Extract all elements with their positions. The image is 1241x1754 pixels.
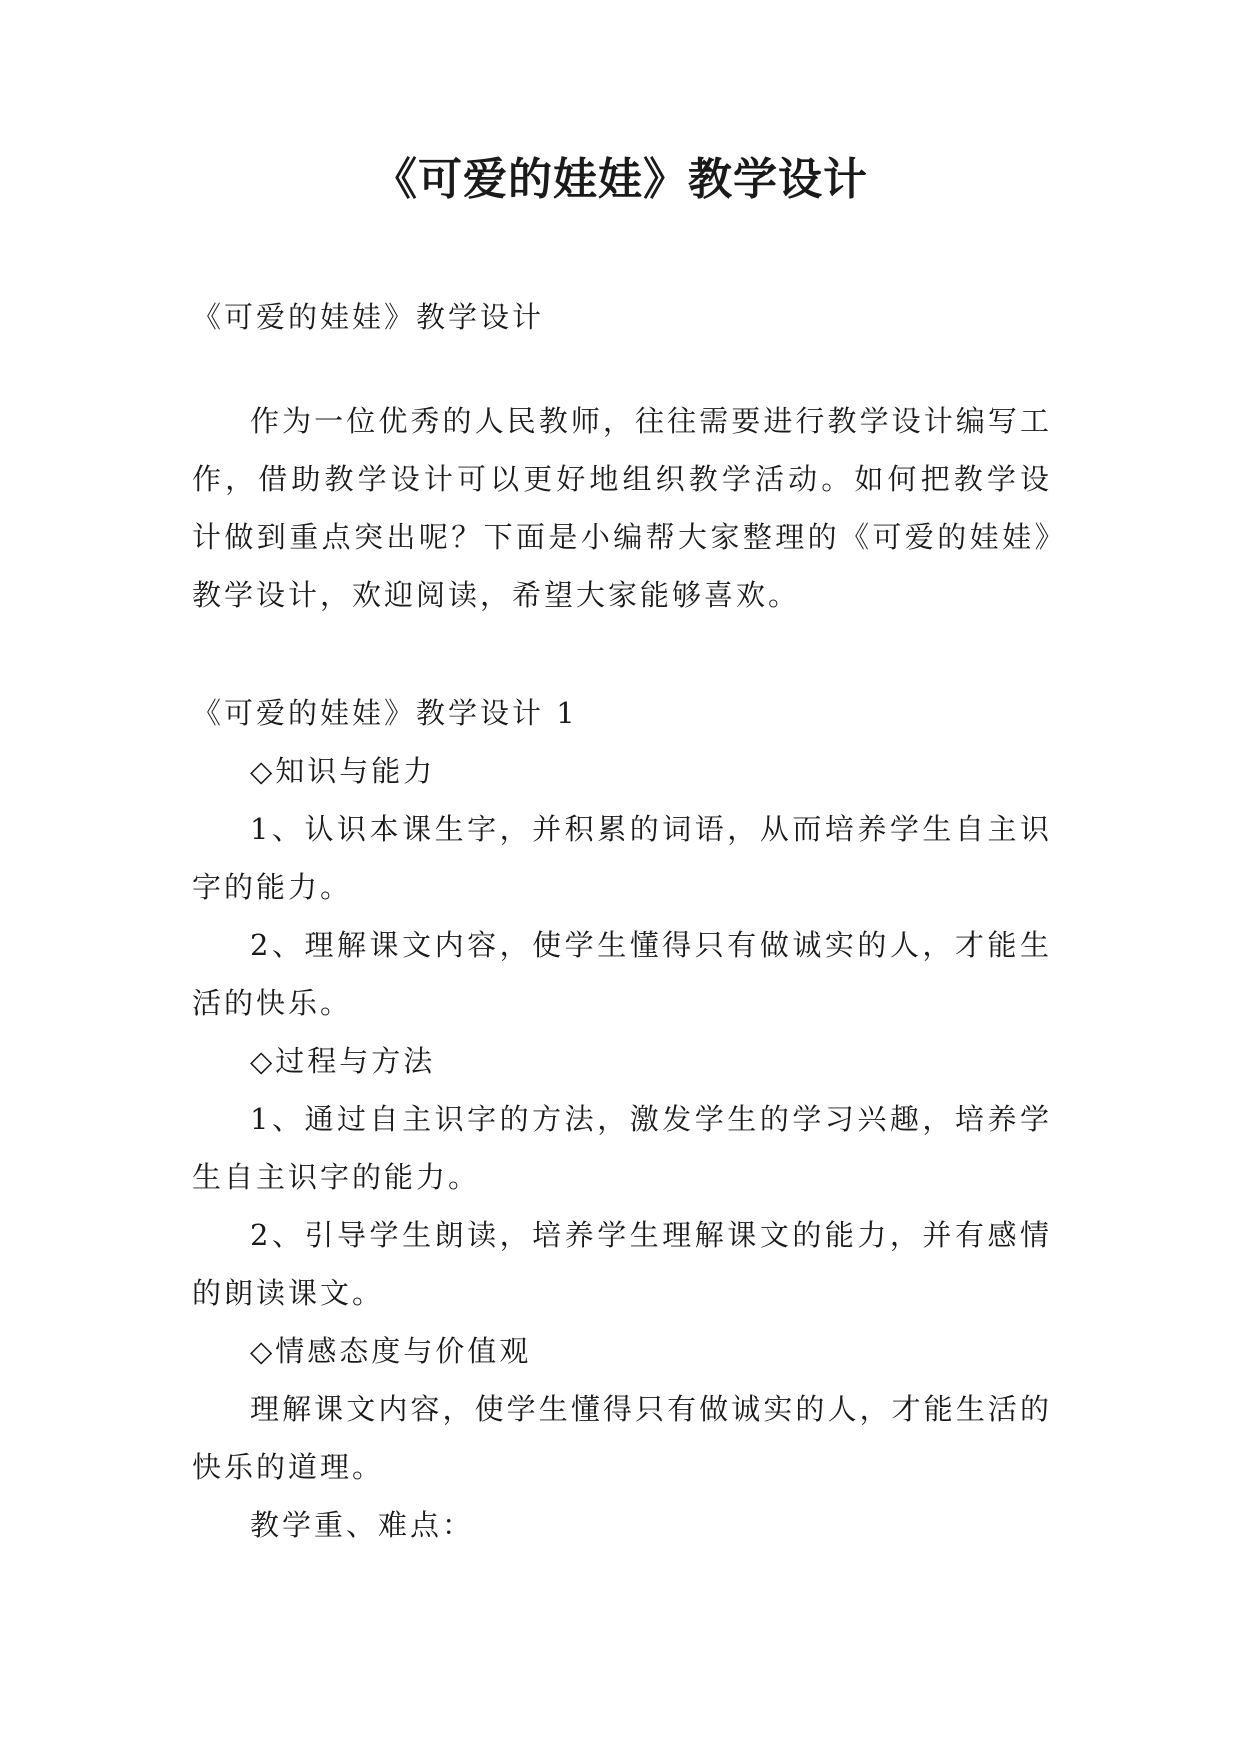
document-subtitle: 《可爱的娃娃》教学设计 [192,300,545,334]
process-item-2: 2、引导学生朗读，培养学生理解课文的能力，并有感情的朗读课文。 [192,1218,1052,1310]
emotion-heading: ◇情感态度与价值观 [250,1334,532,1368]
process-item-1: 1、通过自主识字的方法，激发学生的学习兴趣，培养学生自主识字的能力。 [192,1102,1052,1194]
emotion-text: 理解课文内容，使学生懂得只有做诚实的人，才能生活的快乐的道理。 [192,1392,1052,1484]
section-heading: 《可爱的娃娃》教学设计 1 [192,696,578,730]
key-points-heading: 教学重、难点： [250,1508,475,1542]
intro-paragraph: 作为一位优秀的人民教师，往往需要进行教学设计编写工作，借助教学设计可以更好地组织教学活动。如何把教学设计做到重点突出呢？下面是小编帮大家整理的《可爱的娃娃》教学设计，欢迎阅读，希望大家能够喜欢。 [192,404,1052,612]
page-title: 《可爱的娃娃》教学设计 [373,154,868,205]
process-heading: ◇过程与方法 [250,1044,436,1078]
document-body [192,288,1052,1554]
knowledge-heading: ◇知识与能力 [250,754,436,788]
knowledge-item-2: 2、理解课文内容，使学生懂得只有做诚实的人，才能生活的快乐。 [192,928,1052,1020]
knowledge-item-1: 1、认识本课生字，并积累的词语，从而培养学生自主识字的能力。 [192,812,1052,904]
